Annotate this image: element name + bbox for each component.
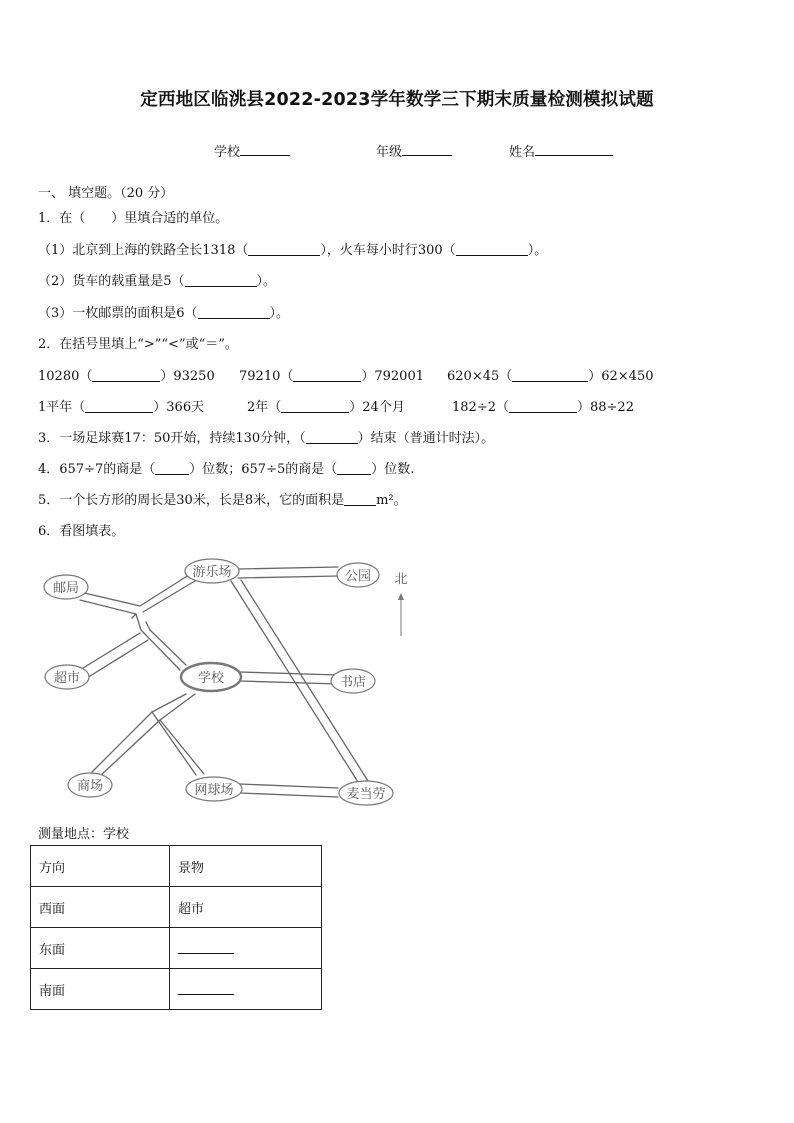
map-label: 书店 — [339, 675, 367, 690]
page-title: 定西地区临洮县2022-2023学年数学三下期末质量检测模拟试题 — [140, 90, 654, 110]
answer-cell[interactable] — [170, 969, 322, 1010]
table-cell: 西面 — [31, 887, 170, 928]
section-heading: 一、 填空题。（20 分） — [38, 186, 174, 201]
answer-blank[interactable] — [155, 461, 189, 475]
answer-blank[interactable] — [198, 305, 270, 319]
table-row — [31, 887, 322, 928]
answer-blank[interactable] — [337, 461, 371, 475]
compare-item: 182÷2（ ）88÷22 — [452, 400, 634, 415]
compare-item: 79210（ ）792001 — [239, 369, 424, 384]
answer-blank[interactable] — [281, 399, 349, 413]
q3: 3．一场足球赛17：50开始，持续130分钟，（ ）结束（普通计时法）。 — [38, 431, 495, 446]
compare-item: 10280（ ）93250 — [38, 369, 215, 384]
measure-label: 测量地点：学校 — [38, 827, 130, 842]
answer-cell[interactable] — [170, 928, 322, 969]
q2-stem: 2．在括号里填上“>”“<”或“＝”。 — [38, 337, 238, 352]
compare-item: 2年（ ）24个月 — [247, 400, 405, 415]
answer-blank[interactable] — [306, 430, 358, 444]
direction-table — [30, 845, 322, 1010]
map-label: 邮局 — [52, 581, 80, 596]
map-label: 麦当劳 — [346, 787, 386, 802]
answer-blank[interactable] — [344, 492, 376, 506]
answer-blank[interactable] — [512, 368, 588, 382]
answer-blank[interactable] — [185, 273, 257, 287]
answer-blank[interactable] — [92, 368, 160, 382]
map-diagram — [0, 545, 794, 815]
table-row — [31, 928, 322, 969]
q5: 5．一个长方形的周长是30米，长是8米，它的面积是 m²。 — [38, 493, 407, 508]
map-label: 游乐场 — [192, 565, 232, 580]
north-label: 北 — [394, 572, 408, 587]
north-arrow-icon — [398, 593, 404, 636]
q4: 4．657÷7的商是（ ）位数；657÷5的商是（ ）位数. — [38, 462, 415, 477]
school-field[interactable]: 学校 — [214, 141, 290, 160]
table-cell: 南面 — [31, 969, 170, 1010]
map-label: 网球场 — [194, 783, 234, 798]
answer-blank[interactable] — [85, 399, 153, 413]
answer-blank[interactable] — [509, 399, 577, 413]
compare-item: 620×45（ ）62×450 — [447, 369, 654, 384]
map-label: 学校 — [197, 671, 225, 686]
map-label: 公园 — [344, 569, 372, 584]
table-row — [31, 969, 322, 1010]
answer-blank[interactable] — [293, 368, 361, 382]
table-header-cell: 方向 — [31, 846, 170, 887]
table-cell: 东面 — [31, 928, 170, 969]
table-header-cell: 景物 — [170, 846, 322, 887]
q1-stem: 1．在（ ）里填合适的单位。 — [38, 211, 229, 226]
map-label: 商场 — [76, 779, 104, 794]
compare-item: 1平年（ ）366天 — [38, 400, 205, 415]
table-cell: 超市 — [170, 887, 322, 928]
answer-blank[interactable] — [248, 242, 320, 256]
grade-field[interactable]: 年级 — [376, 141, 452, 160]
q1-part1: （1）北京到上海的铁路全长1318（ ），火车每小时行300（ ）。 — [38, 243, 548, 258]
name-field[interactable]: 姓名 — [509, 141, 613, 160]
q6-stem: 6．看图填表。 — [38, 524, 125, 539]
map-label: 超市 — [53, 671, 81, 686]
answer-blank[interactable] — [456, 242, 528, 256]
table-header-row — [31, 846, 322, 887]
q1-part3: （3）一枚邮票的面积是6（ ）。 — [38, 306, 290, 321]
q1-part2: （2）货车的载重量是5（ ）。 — [38, 274, 277, 289]
